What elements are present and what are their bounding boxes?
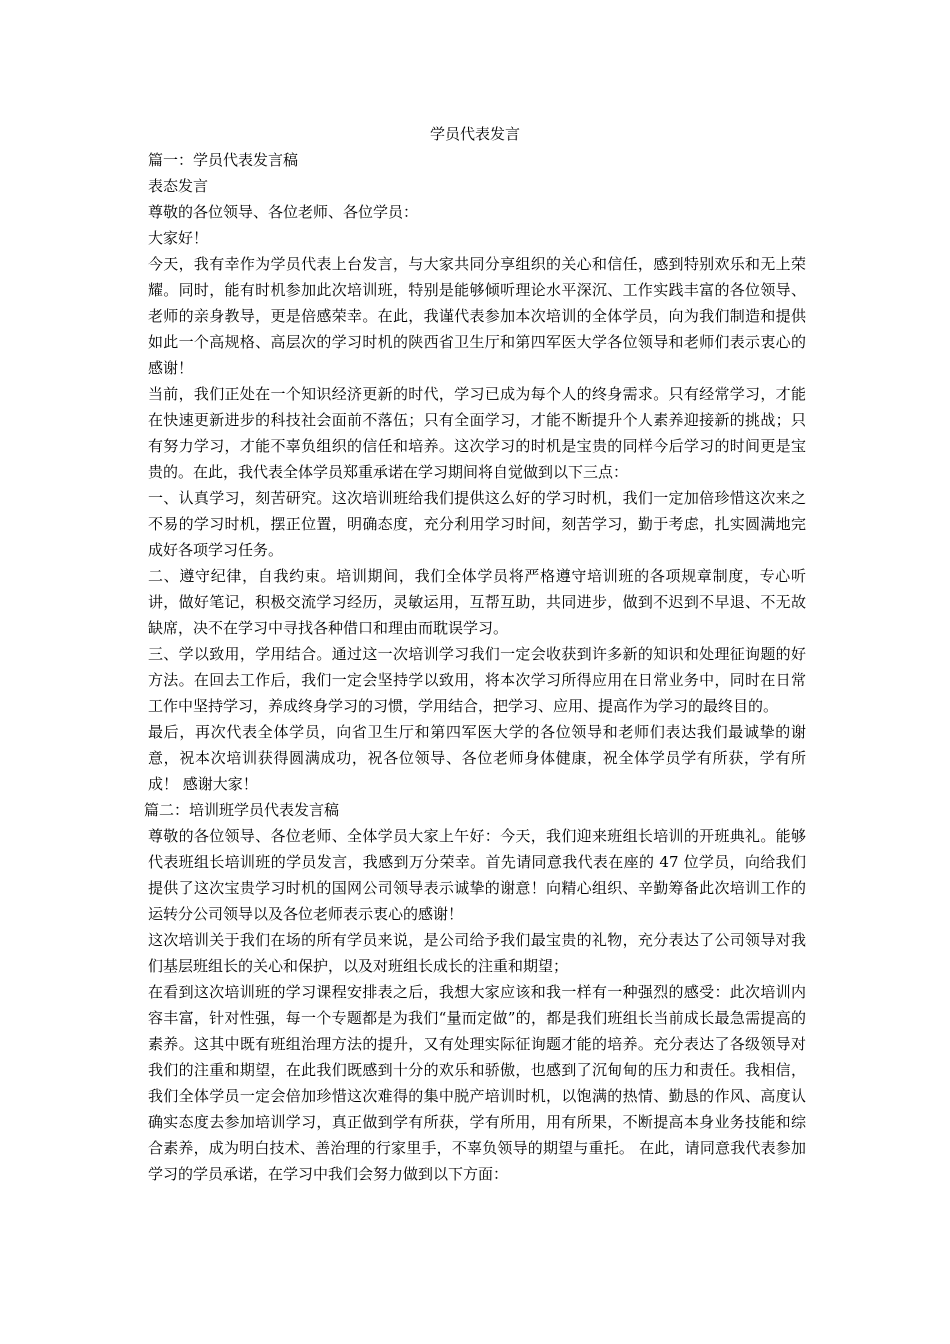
section-heading-2: 篇二：培训班学员代表发言稿 — [144, 801, 340, 819]
body-paragraph: 今天，我有幸作为学员代表上台发言，与大家共同分享组织的关心和信任，感到特别欢乐和无上荣耀。同时，能有时机参加此次培训班，特别是能够倾听理论水平深沉、工作实践丰富的各位领导、老师的亲身教导，更是倍感荣幸。在此，我谨代表参加本次培训的全体学员，向为我们制造和提供如此一个高规格、高层次的学习时机的陕西省卫生厅和第四军医大学各位领导和老师们表示衷心的感谢！ — [148, 255, 806, 377]
document-page — [144, 121, 806, 1187]
body-paragraph: 这次培训关于我们在场的所有学员来说，是公司给予我们最宝贵的礼物，充分表达了公司领导对我们基层班组长的关心和保护，以及对班组长成长的注重和期望； — [148, 931, 806, 975]
greeting: 大家好！ — [148, 229, 209, 247]
document-title: 学员代表发言 — [429, 125, 520, 143]
body-paragraph: 二、遵守纪律，自我约束。培训期间，我们全体学员将严格遵守培训班的各项规章制度，专心听讲，做好笔记，积极交流学习经历，灵敏运用，互帮互助，共同进步，做到不迟到不早退、不无故缺席，决不在学习中寻找各种借口和理由而耽误学习。 — [148, 567, 806, 637]
body-paragraph: 尊敬的各位领导、各位老师、全体学员大家上午好：今天，我们迎来班组长培训的开班典礼。能够代表班组长培训班的学员发言，我感到万分荣幸。首先请同意我代表在座的 47 位学员，向给我们提供了这次宝贵学习时机的国网公司领导表示诚挚的谢意！向精心组织、辛勤筹备此次培训工作的运转分公司领导以及各位老师表示衷心的感谢！ — [148, 827, 806, 923]
speech-heading: 表态发言 — [148, 177, 209, 195]
salutation: 尊敬的各位领导、各位老师、各位学员： — [148, 203, 419, 221]
body-paragraph: 一、认真学习，刻苦研究。这次培训班给我们提供这么好的学习时机，我们一定加倍珍惜这次来之不易的学习时机，摆正位置，明确态度，充分利用学习时间，刻苦学习，勤于考虑，扎实圆满地完成好各项学习任务。 — [148, 489, 806, 559]
body-paragraph: 在看到这次培训班的学习课程安排表之后，我想大家应该和我一样有一种强烈的感受：此次培训内容丰富，针对性强，每一个专题都是为我们“量而定做”的，都是我们班组长当前成长最急需提高的素养。这其中既有班组治理方法的提升，又有处理实际征询题才能的培养。充分表达了各级领导对我们的注重和期望，在此我们既感到十分的欢乐和骄傲，也感到了沉甸甸的压力和责任。我相信，我们全体学员一定会倍加珍惜这次难得的集中脱产培训时机，以饱满的热情、勤恳的作风、高度认确实态度去参加培训学习，真正做到学有所获，学有所用，用有所果，不断提高本身业务技能和综合素养，成为明白技术、善治理的行家里手，不辜负领导的期望与重托。 在此，请同意我代表参加学习的学员承诺，在学习中我们会努力做到以下方面： — [148, 983, 806, 1183]
body-paragraph: 三、学以致用，学用结合。通过这一次培训学习我们一定会收获到许多新的知识和处理征询题的好方法。在回去工作后，我们一定会坚持学以致用，将本次学习所得应用在日常业务中，同时在日常工作中坚持学习，养成终身学习的习惯，学用结合，把学习、应用、提高作为学习的最终目的。 — [148, 645, 806, 715]
body-paragraph: 当前，我们正处在一个知识经济更新的时代，学习已成为每个人的终身需求。只有经常学习，才能在快速更新进步的科技社会面前不落伍；只有全面学习，才能不断提升个人素养迎接新的挑战；只有努力学习，才能不辜负组织的信任和培养。这次学习的时机是宝贵的同样今后学习的时间更是宝贵的。在此，我代表全体学员郑重承诺在学习期间将自觉做到以下三点： — [148, 385, 806, 481]
body-paragraph: 最后，再次代表全体学员，向省卫生厅和第四军医大学的各位领导和老师们表达我们最诚挚的谢意，祝本次培训获得圆满成功，祝各位领导、各位老师身体健康，祝全体学员学有所获，学有所成！ 感谢大家！ — [148, 723, 806, 793]
section-heading-1: 篇一：学员代表发言稿 — [148, 151, 299, 169]
